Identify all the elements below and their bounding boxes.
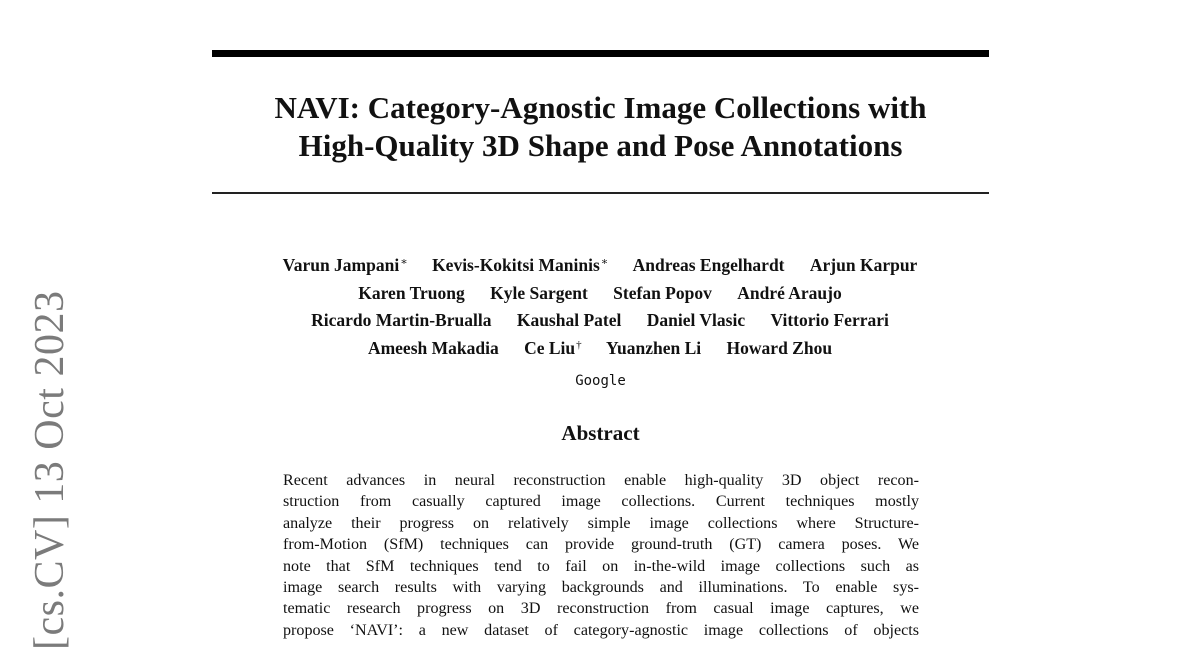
author: André Araujo	[737, 282, 842, 303]
abstract-line: analyze their progress on relatively simple image collections where Structure-	[283, 514, 919, 532]
top-rule	[212, 50, 989, 57]
abstract-line: note that SfM techniques tend to fail on in-the-wild image collections such as	[283, 557, 919, 575]
author: Ameesh Makadia	[367, 337, 499, 358]
abstract-body	[283, 470, 919, 641]
author: Karen Truong	[358, 282, 465, 303]
author: Kyle Sargent	[490, 282, 588, 303]
author: Howard Zhou	[726, 337, 833, 358]
author: Andreas Engelhardt	[632, 255, 785, 275]
abstract-line: propose ‘NAVI’: a new dataset of category-agnostic image collections of objects	[283, 621, 919, 639]
author: Varun Jampani∗	[282, 255, 408, 275]
title-line-2: High-Quality 3D Shape and Pose Annotations	[298, 128, 903, 163]
abstract-heading: Abstract	[561, 421, 640, 445]
author-list	[212, 250, 989, 360]
title-rule	[212, 192, 989, 194]
abstract-line: image search results with varying backgrounds and illuminations. To enable sys-	[283, 579, 919, 597]
author: Kaushal Patel	[516, 310, 622, 330]
abstract-line: Recent advances in neural reconstruction enable high-quality 3D object recon-	[283, 472, 919, 489]
arxiv-stamp: [cs.CV] 13 Oct 2023	[27, 290, 73, 650]
author-row-3	[212, 305, 989, 333]
author-row-1	[212, 250, 989, 278]
paper-title	[212, 89, 989, 165]
author: Ce Liu†	[524, 337, 582, 358]
author: Yuanzhen Li	[606, 337, 702, 358]
abstract-line: tematic research progress on 3D reconstruction from casual image captures, we	[283, 600, 919, 618]
author: Daniel Vlasic	[646, 310, 746, 330]
author-row-2	[212, 278, 989, 306]
title-line-1: NAVI: Category-Agnostic Image Collections with	[274, 90, 927, 125]
author: Stefan Popov	[613, 282, 712, 303]
abstract-line: from-Motion (SfM) techniques can provide ground-truth (GT) camera poses. We	[283, 536, 919, 554]
author: Arjun Karpur	[809, 255, 918, 275]
author-row-4	[212, 333, 989, 361]
author: Vittorio Ferrari	[770, 310, 889, 330]
author: Ricardo Martin-Brualla	[311, 310, 492, 330]
author: Kevis-Kokitsi Maninis∗	[432, 255, 609, 275]
affiliation: Google	[575, 373, 626, 389]
abstract-line: struction from casually captured image collections. Current techniques mostly	[283, 493, 919, 511]
